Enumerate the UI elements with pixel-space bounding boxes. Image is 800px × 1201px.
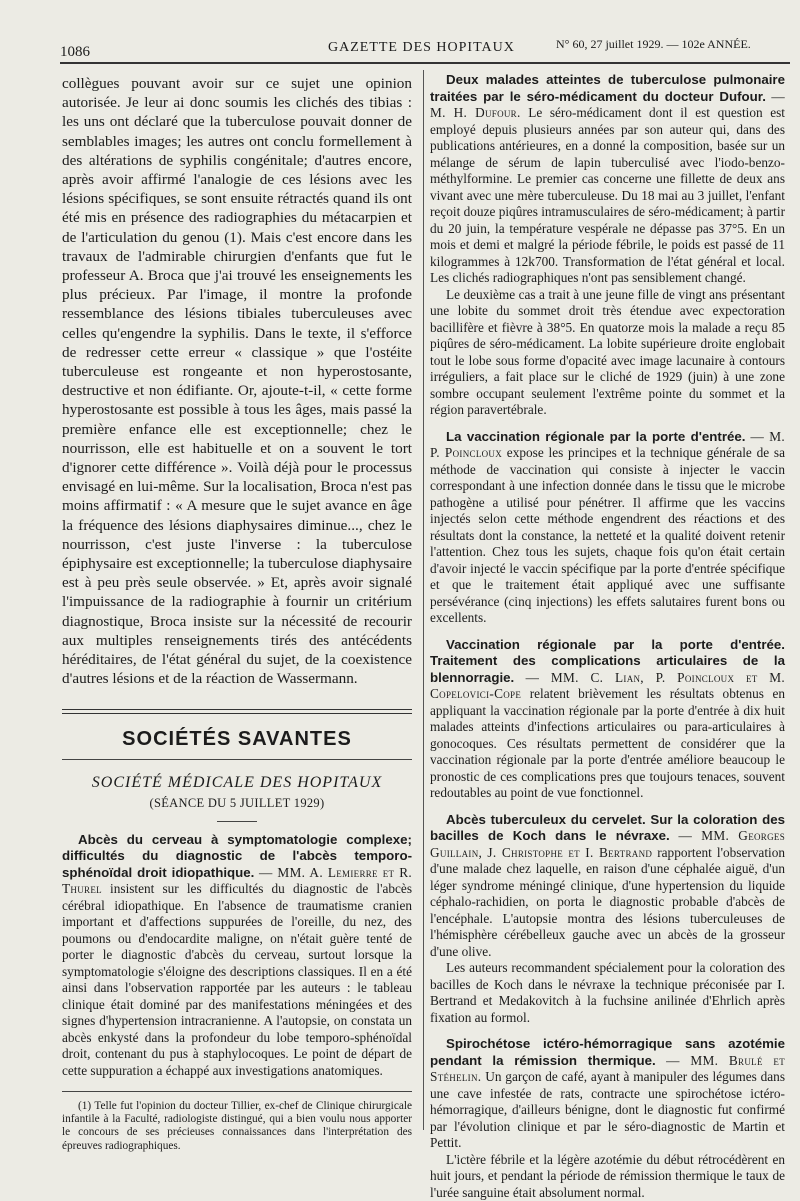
article-blennorragie xyxy=(430,637,785,802)
section-rule xyxy=(62,709,412,714)
article-heading: La vaccination régionale par la porte d'entrée. xyxy=(446,429,746,444)
header-rule xyxy=(60,62,790,64)
article-heading: Deux malades atteintes de tuberculose pulmonaire traitées par le séro-médicament du docteur Dufour. xyxy=(430,72,785,104)
intro-paragraph: collègues pouvant avoir sur ce sujet une opinion autorisée. Je leur ai donc soumis les clichés des tibias : les uns ont déclaré que la tuberculose pouvait donner de semblables images; les autres ont conclu formellement à des altérations de syphilis congénitale; d'autres encore, après avoir affirmé l'analogie de ces lésions avec les lésions spécifiques, se sont ensuite rétractés quand ils ont été mis en présence des radiographies du métacarpien et de l'articulation du genou (1). Mais c'est encore dans les travaux de l'admirable chirurgien d'enfants que fut le professeur A. Broca que j'ai trouvé les enseignements les plus précieux. Par l'image, il montre la profonde ressemblance des lésions tibiales tuberculeuses avec celles qu'engendre la syphilis. Dans le texte, il s'efforce de redresser cette erreur « classique » que l'ostéite tuberculeuse est rongeante et non hyperostosante, destructive et non édifiante. Or, ajoute-t-il, « cette forme hyperostosante est possible à tous les âges, mais passé la première enfance elle est exceptionnelle; chez le nourrisson, elle est habituelle et on a souvent le tort d'ignorer cette différence ». Voilà déjà pour le processus envisagé en lui-même. Sur la localisation, Broca n'est pas moins affirmatif : « A mesure que le sujet avance en âge la fréquence des lésions diaphysaires diminue..., chez le nourrisson, c'est juste l'inverse : la tuberculose épiphysaire est exceptionnelle; la tuberculose diaphysaire est à peu près seule observée. » Et, après avoir signalé l'impuissance de la radiographie à fournir un critérium diagnostique, Broca insiste sur la nécessité de recourir aux multiples renseignements tirés des antécédents héréditaires, de l'état général du sujet, de la coexistence d'autres lésions et de la réaction de Wassermann. xyxy=(62,74,412,689)
article-authors: — M. H. Dufour. xyxy=(430,89,785,121)
right-column xyxy=(430,72,785,1201)
column-divider xyxy=(423,70,424,1130)
session-date: (SÉANCE DU 5 JUILLET 1929) xyxy=(62,796,412,811)
article-heading: Spirochétose ictéro-hémorragique sans azotémie pendant la rémission thermique. xyxy=(430,1036,785,1068)
article-text: Un garçon de café, ayant à manipuler des légumes dans une cave infestée de rats, contracte une spirochétose ictéro-hémorragique, d'ailleurs bénigne, dont le diagnostic fut confirmé par l'évolution clinique et par le séro-diagnostic de Martin et Pettit. xyxy=(430,1069,785,1150)
page-header xyxy=(60,36,790,62)
section-subrule xyxy=(62,759,412,760)
article-text: rapportent l'observation d'une malade chez laquelle, en raison d'une céphalée aiguë, d'un léger syndrome méningé clinique, d'une hypertension du liquide céphalo-rachidien, on porta le diagnostic probable d'abcès de l'encéphale. L'autopsie montra des lésions tuberculeuses de l'hémisphère cérébelleux gauche avec un abcès de la grosseur d'une olive. xyxy=(430,845,785,959)
article-authors: — MM. C. Lian, P. Poincloux et M. Copelovici-Cope xyxy=(430,670,785,702)
article-dufour-cont: Le deuxième cas a trait à une jeune fille de vingt ans présentant une lobite du sommet droit très étendue avec expectoration bacillifère et fièvre à 38°5. En quatorze mois la malade a reçu 85 piqûres de séro-médicament. La lobite supérieure droite englobait tout le lobe sous forme d'opacité avec image lacunaire à contours irréguliers, a fait place sur le cliché de 1929 (juin) à une zone sombre occupant seulement l'extrême pointe du sommet et la région paravertébrale. xyxy=(430,287,785,419)
article-spirochetose xyxy=(430,1036,785,1152)
page-number: 1086 xyxy=(60,44,90,61)
article-heading: Vaccination régionale par la porte d'entrée. Traitement des complications articulaires de la blennorragie. xyxy=(430,637,785,685)
article-heading: Abcès du cerveau à symptomatologie complexe; difficultés du diagnostic de l'abcès temporo-sphénoïdal droit idiopathique. xyxy=(62,832,412,880)
short-rule xyxy=(217,821,257,822)
article-cervelet-cont: Les auteurs recommandent spécialement pour la coloration des bacilles de Koch dans le névraxe la technique préconisée par I. Bertrand et Medakovitch à la fuchsine anilinée d'Ehrlich après fixation au formol. xyxy=(430,960,785,1026)
left-column xyxy=(62,74,412,1153)
article-cervelet xyxy=(430,812,785,961)
footnote-rule xyxy=(62,1091,412,1092)
article-vaccination xyxy=(430,429,785,627)
article-abces-cerveau xyxy=(62,832,412,1080)
article-text: insistent sur les difficultés du diagnostic de l'abcès cérébral idiopathique. En l'absence de traumatisme cranien important et d'affections suppurées de l'oreille, du nez, des poumons ou d'endocardite maligne, on n'était guère tenté de porter le diagnostic d'abcès du cerveau, surtout lorsque la symptomatologie s'éloigne des descriptions classiques. Il en a été ainsi dans l'observation rapportée par les auteurs : le tableau clinique était dominé par des manifestations méningées et des signes d'hypertension intracranienne. A l'autopsie, on constata un abcès enkysté dans la profondeur du lobe temporo-sphénoïdal droit, contenant du pus à staphylocoques. Le point de départ de cette suppuration a échappé aux investigations anatomiques. xyxy=(62,881,412,1078)
article-authors: — MM. A. Lemierre et R. Thurel xyxy=(62,865,412,897)
article-authors: — MM. Brulé et Stéhelin. xyxy=(430,1053,785,1085)
society-title: SOCIÉTÉ MÉDICALE DES HOPITAUX xyxy=(62,774,412,792)
footnote: (1) Telle fut l'opinion du docteur Tillier, ex-chef de Clinique chirurgicale infantile à la Faculté, radiologiste distingué, qui a bien voulu nous apporter le concours de ses précieuses connaissances dans l'interprétation des épreuves radiographiques. xyxy=(62,1100,412,1153)
article-heading: Abcès tuberculeux du cervelet. Sur la coloration des bacilles de Koch dans le névraxe. xyxy=(430,812,785,844)
article-spirochetose-cont: L'ictère fébrile et la légère azotémie du début rétrocédèrent en huit jours, et pendant la période de rémission thermique le taux de l'urée sanguine était absolument normal. xyxy=(430,1152,785,1201)
article-text: Le séro-médicament dont il est question est employé depuis plusieurs années par son auteur qui, dans des publications antérieures, en a donné la composition, basée sur un mélange de sérum de lapin tuberculisé avec l'iodo-benzo-méthylformine. Le premier cas concerne une fillette de deux ans vivant avec une mère tuberculeuse. Du 18 mai au 3 juillet, l'enfant reçoit douze piqûres intramusculaires de séro-médicament; à partir du 20 juin, la température vespérale ne dépasse pas 37°5. En un mois et demi et malgré la période fébrile, le poids est passé de 11 kilogrammes à 12k700. Transformation de l'état général et local. Les clichés radiographiques n'ont pas sensiblement changé. xyxy=(430,105,785,285)
article-text: expose les principes et la technique générale de sa méthode de vaccination qui consiste à injecter le vaccin correspondant à une infection donnée dans le tissu que le microbe pathogène a utilisé pour pénétrer. Il affirme que les vaccins injectés selon cette méthode engendrent des réactions et des résultats dont la constance, la netteté et la qualité doivent retenir l'attention. Chez tous les sujets, chaque fois qu'on était certain d'avoir injecté le vaccin spécifique par la porte d'entrée spécifique et que le traitement était appliqué avec une suffisante persévérance (cinq injections) les effets salutaires furent bons ou excellents. xyxy=(430,445,785,625)
journal-title: GAZETTE DES HOPITAUX xyxy=(328,40,515,56)
article-authors: — M. P. Poincloux xyxy=(430,429,785,461)
article-authors: — MM. Georges Guillain, J. Christophe et I. Bertrand xyxy=(430,828,785,860)
article-text: relatent brièvement les résultats obtenus en appliquant la vaccination régionale par la porte d'entrée à dix huit malades atteints d'infections articulaires ou para-articulaires à gonocoques. Ces résultats permettent de considérer que la vaccination régionale par la porte d'entrée améliore beaucoup le pronostic de ces complications pres que toujours tenaces, souvent redoutables au point de vue fonctionnel. xyxy=(430,686,785,800)
issue-date: N° 60, 27 juillet 1929. — 102e ANNÉE. xyxy=(556,37,751,52)
section-title: SOCIÉTÉS SAVANTES xyxy=(62,728,412,751)
article-dufour xyxy=(430,72,785,287)
